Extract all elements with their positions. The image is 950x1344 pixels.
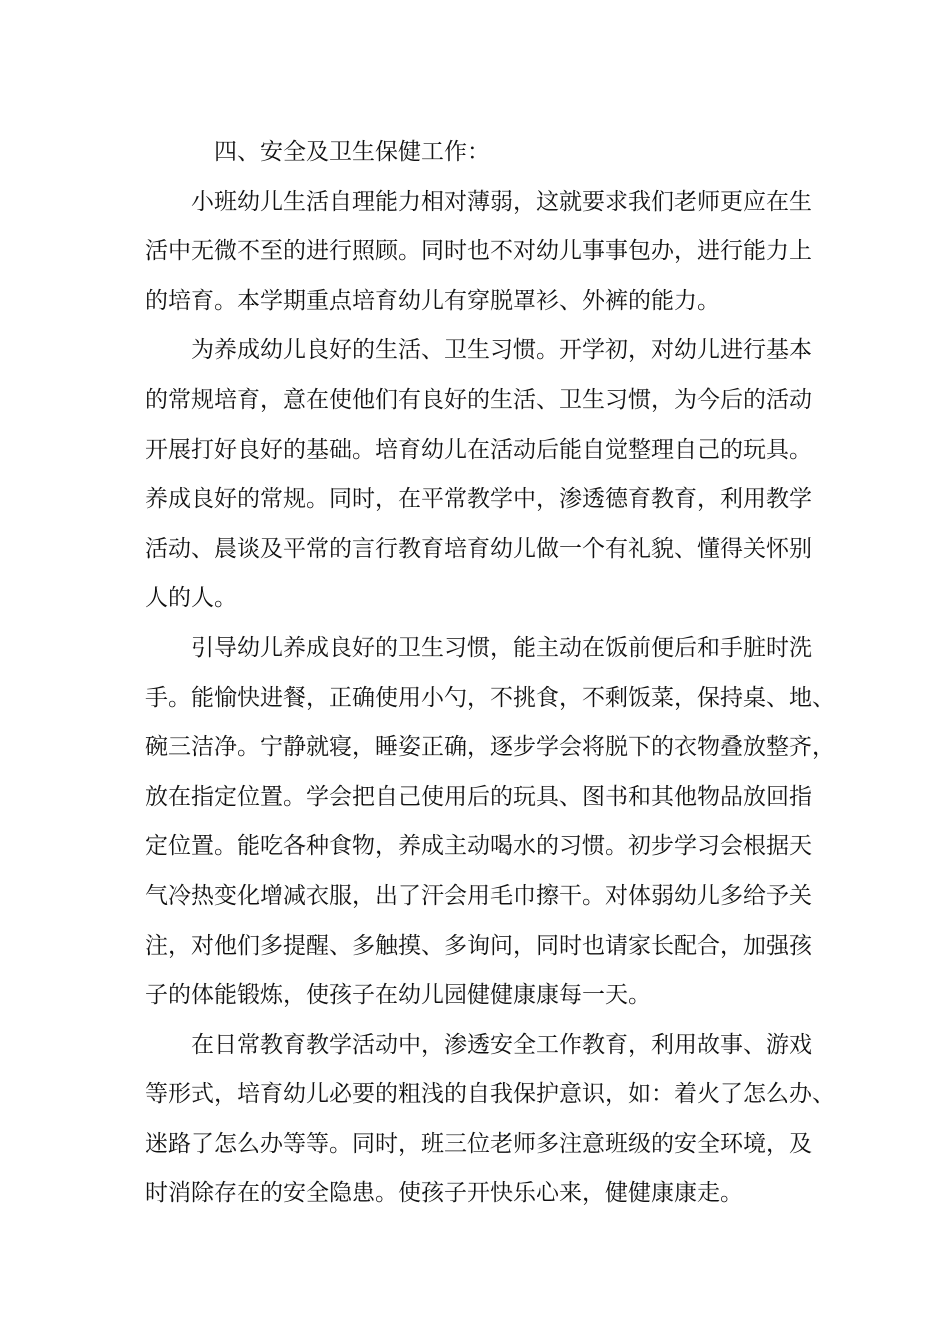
document-body — [145, 128, 835, 1219]
paragraph-line: 活动、晨谈及平常的言行教育培育幼儿做一个有礼貌、懂得关怀别 — [145, 535, 812, 562]
section-heading: 四、安全及卫生保健工作： — [214, 139, 490, 165]
paragraph-line: 引导幼儿养成良好的卫生习惯，能主动在饭前便后和手脏时洗 — [191, 634, 812, 661]
paragraph-line: 手。能愉快进餐，正确使用小勺，不挑食，不剩饭菜，保持桌、地、 — [145, 684, 835, 711]
paragraph-line: 定位置。能吃各种食物，养成主动喝水的习惯。初步学习会根据天 — [145, 833, 812, 860]
paragraph-self-care — [145, 178, 815, 327]
paragraph-line: 放在指定位置。学会把自己使用后的玩具、图书和其他物品放回指 — [145, 783, 812, 810]
paragraph-line: 小班幼儿生活自理能力相对薄弱，这就要求我们老师更应在生 — [191, 188, 812, 215]
paragraph-line: 迷路了怎么办等等。同时，班三位老师多注意班级的安全环境，及 — [145, 1130, 812, 1157]
paragraph-line: 注，对他们多提醒、多触摸、多询问，同时也请家长配合，加强孩 — [145, 932, 812, 959]
paragraph-line: 养成良好的常规。同时，在平常教学中，渗透德育教育，利用教学 — [145, 486, 812, 513]
paragraph-line: 气冷热变化增减衣服，出了汗会用毛巾擦干。对体弱幼儿多给予关 — [145, 882, 812, 909]
paragraph-line: 子的体能锻炼，使孩子在幼儿园健健康康每一天。 — [145, 982, 651, 1009]
paragraph-line: 的常规培育，意在使他们有良好的生活、卫生习惯，为今后的活动 — [145, 386, 812, 413]
paragraph-line: 在日常教育教学活动中，渗透安全工作教育，利用故事、游戏 — [191, 1031, 812, 1058]
paragraph-line: 人的人。 — [145, 585, 237, 612]
paragraph-line: 时消除存在的安全隐患。使孩子开快乐心来，健健康康走。 — [145, 1180, 743, 1207]
paragraph-line: 的培育。本学期重点培育幼儿有穿脱罩衫、外裤的能力。 — [145, 287, 720, 314]
paragraph-habits — [145, 326, 815, 624]
paragraph-line: 碗三洁净。宁静就寝，睡姿正确，逐步学会将脱下的衣物叠放整齐， — [145, 734, 835, 761]
paragraph-line: 开展打好良好的基础。培育幼儿在活动后能自觉整理自己的玩具。 — [145, 436, 812, 463]
paragraph-hygiene — [145, 624, 835, 1021]
paragraph-line: 为养成幼儿良好的生活、卫生习惯。开学初，对幼儿进行基本 — [191, 337, 812, 364]
paragraph-line: 活中无微不至的进行照顾。同时也不对幼儿事事包办，进行能力上 — [145, 238, 812, 265]
paragraph-safety — [145, 1021, 835, 1219]
paragraph-line: 等形式，培育幼儿必要的粗浅的自我保护意识，如：着火了怎么办、 — [145, 1081, 835, 1108]
